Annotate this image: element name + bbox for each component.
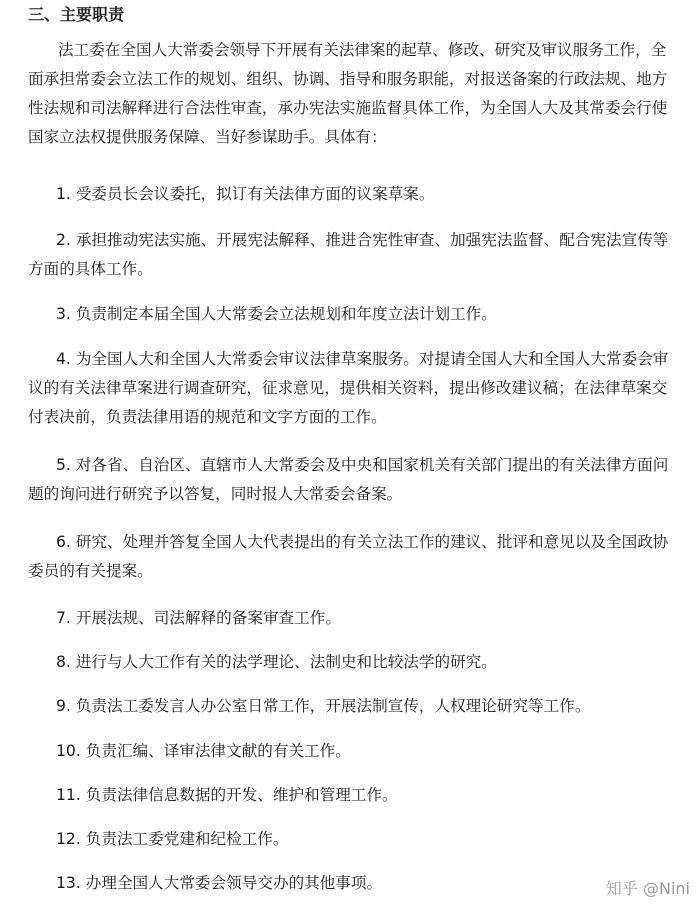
duty-item-13: 13. 办理全国人大常委会领导交办的其他事项。 xyxy=(56,874,383,892)
duty-item-5: 5. 对各省、自治区、直辖市人大常委会及中央和国家机关有关部门提出的有关法律方面问题的询问进行研究予以答复，同时报人大常委会备案。 xyxy=(28,456,669,503)
duty-item-12: 12. 负责法工委党建和纪检工作。 xyxy=(56,830,289,848)
duty-item-2: 2. 承担推动宪法实施、开展宪法解释、推进合宪性审查、加强宪法监督、配合宪法宣传等方面的具体工作。 xyxy=(28,231,669,278)
duty-item-9: 9. 负责法工委发言人办公室日常工作，开展法制宣传，人权理论研究等工作。 xyxy=(56,697,591,715)
duty-item-7: 7. 开展法规、司法解释的备案审查工作。 xyxy=(56,609,341,627)
duty-item-10: 10. 负责汇编、译审法律文献的有关工作。 xyxy=(56,742,351,760)
duty-item-11: 11. 负责法律信息数据的开发、维护和管理工作。 xyxy=(56,786,398,804)
duty-item-8: 8. 进行与人大工作有关的法学理论、法制史和比较法学的研究。 xyxy=(56,653,497,671)
duty-item-1: 1. 受委员长会议委托，拟订有关法律方面的议案草案。 xyxy=(56,185,435,203)
intro-paragraph: 法工委在全国人大常委会领导下开展有关法律案的起草、修改、研究及审议服务工作，全面承担常委会立法工作的规划、组织、协调、指导和服务职能，对报送备案的行政法规、地方性法规和司法解释进行合法性审查，承办宪法实施监督具体工作，为全国人大及其常委会行使国家立法权提供服务保障、当好参谋助手。具体有： xyxy=(28,41,668,146)
duty-item-4: 4. 为全国人大和全国人大常委会审议法律草案服务。对提请全国人大和全国人大常委会审议的有关法律草案进行调查研究，征求意见，提供相关资料，提出修改建议稿；在法律草案交付表决前，负责法律用语的规范和文字方面的工作。 xyxy=(28,350,669,426)
section-heading: 三、主要职责 xyxy=(28,5,125,24)
zhihu-watermark: 知乎 @Nini xyxy=(605,879,690,898)
duty-item-3: 3. 负责制定本届全国人大常委会立法规划和年度立法计划工作。 xyxy=(56,305,497,323)
duty-item-6: 6. 研究、处理并答复全国人大代表提出的有关立法工作的建议、批评和意见以及全国政协委员的有关提案。 xyxy=(28,533,669,580)
